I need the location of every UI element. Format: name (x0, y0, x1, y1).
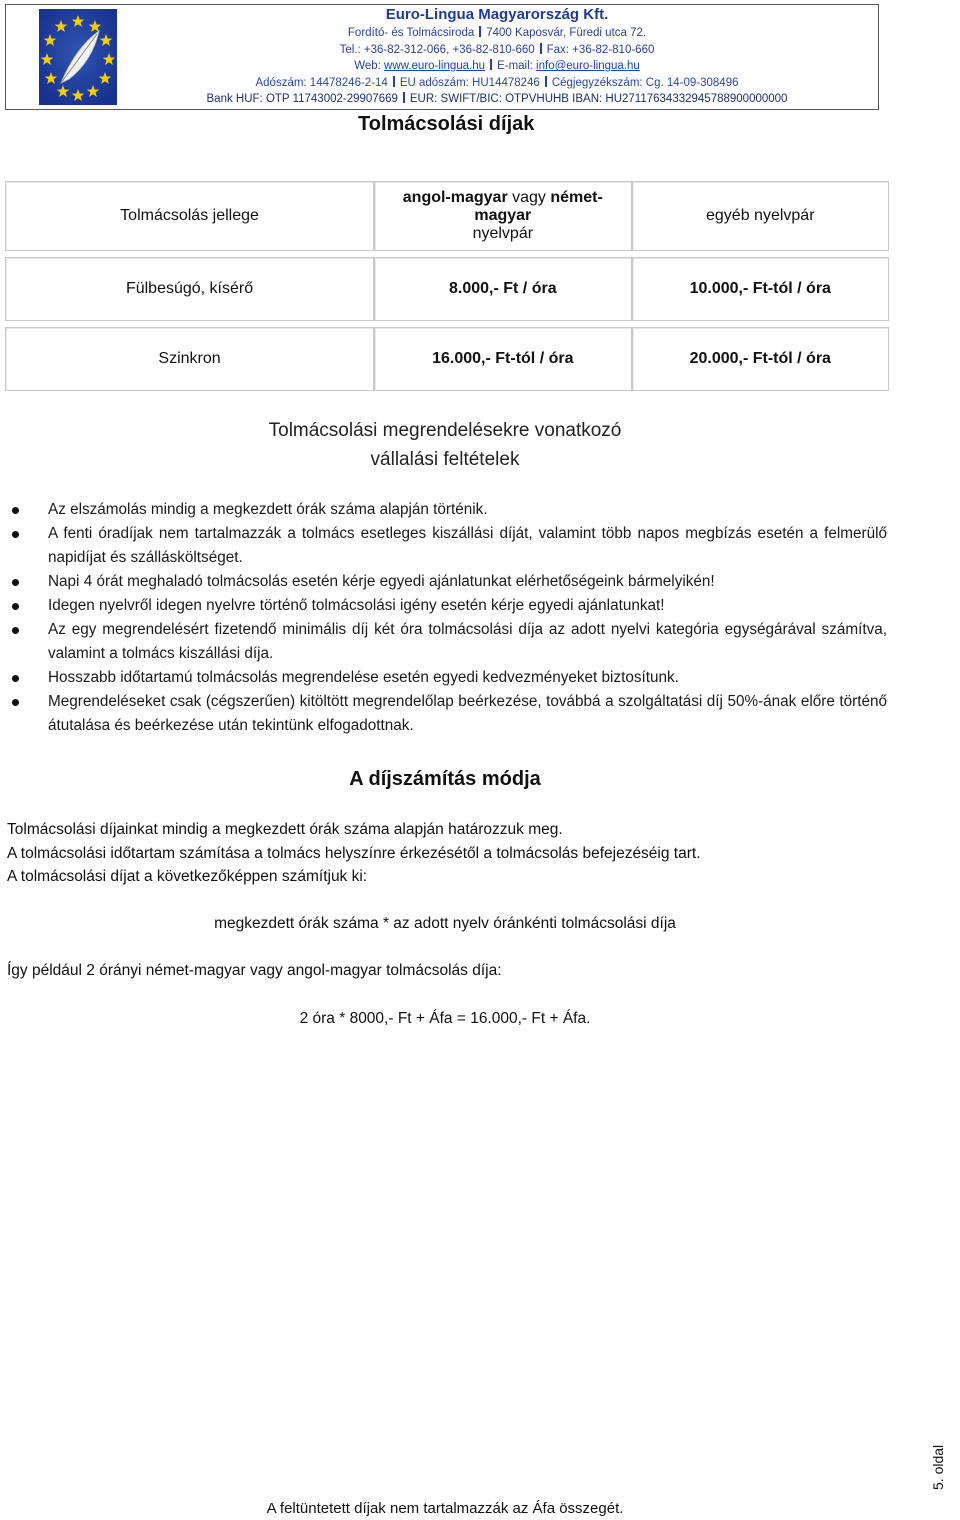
email-link[interactable]: info@euro-lingua.hu (536, 60, 640, 73)
lang-de-hu: német-magyar (474, 189, 603, 224)
website-link[interactable]: www.euro-lingua.hu (384, 60, 486, 73)
conditions-title-line1: Tolmácsolási megrendelésekre vonatkozó (268, 420, 622, 441)
bank-eur: EUR: SWIFT/BIC: OTPVHUHB IBAN: HU27117634332945788900000000 (409, 93, 788, 106)
cell-price-main: 16.000,- Ft-tól / óra (374, 327, 631, 391)
cell-price-main: 8.000,- Ft / óra (374, 257, 631, 321)
header-line-tax (118, 75, 876, 92)
company-register-number: Cégjegyzékszám: Cg. 14-09-308496 (551, 76, 739, 89)
bullet-icon (12, 531, 19, 538)
header-line-web (118, 58, 876, 75)
lang-pair-label: nyelvpár (472, 225, 534, 242)
table-row (5, 257, 889, 321)
cell-price-other: 10.000,- Ft-tól / óra (632, 257, 889, 321)
email-label: E-mail: (497, 60, 533, 73)
eu-flag-feather-icon (39, 9, 117, 105)
bullet-icon (12, 627, 19, 634)
table-header-row (5, 181, 889, 251)
address: 7400 Kaposvár, Füredi utca 72. (486, 27, 647, 39)
header-cell-main-languages (374, 181, 631, 251)
separator (545, 76, 547, 87)
company-name: Euro-Lingua Magyarország Kft. (385, 6, 609, 23)
calc-paragraph-2: A tolmácsolási időtartam számítása a tolmács helyszínre érkezésétől a tolmácsolás befejezéséig tart. (7, 845, 701, 862)
header-cell-other-languages: egyéb nyelvpár (632, 181, 889, 251)
list-item (7, 690, 887, 738)
list-item-text: Idegen nyelvről idegen nyelvre történő tolmácsolási igény esetén kérje egyedi ajánlatunkat! (48, 597, 665, 614)
cell-type: Fülbesúgó, kísérő (5, 257, 374, 321)
bank-huf: Bank HUF: OTP 11743002-29907669 (206, 93, 398, 106)
bullet-icon (12, 603, 19, 610)
table-row (5, 327, 889, 391)
price-table (5, 181, 889, 391)
list-item-text: Napi 4 órát meghaladó tolmácsolás esetén kérje egyedi ajánlatunkat elérhetőségeink bármelyikén! (48, 573, 715, 590)
tax-number: Adószám: 14478246-2-14 (255, 76, 388, 89)
header-line-bank (118, 91, 876, 108)
footer-note: A feltüntetett díjak nem tartalmazzák az Áfa összegét. (266, 1500, 624, 1517)
header-line-phone (118, 42, 876, 59)
letterhead-text (118, 5, 876, 108)
calc-paragraph-1: Tolmácsolási díjainkat mindig a megkezdett órák száma alapján határozzuk meg. (7, 821, 563, 838)
list-item (7, 570, 887, 594)
separator (403, 92, 405, 103)
bullet-icon (12, 579, 19, 586)
list-item-text: Hosszabb időtartamú tolmácsolás megrendelése esetén egyedi kedvezményeket biztosítunk. (48, 669, 679, 686)
bullet-icon (12, 675, 19, 682)
separator (393, 76, 395, 87)
bullet-icon (12, 507, 19, 514)
example-intro: Így például 2 órányi német-magyar vagy angol-magyar tolmácsolás díja: (7, 962, 502, 979)
cell-type: Szinkron (5, 327, 374, 391)
list-item (7, 618, 887, 666)
fax: Fax: +36-82-810-660 (546, 43, 655, 56)
cell-price-other: 20.000,- Ft-tól / óra (632, 327, 889, 391)
page-title: Tolmácsolási díjak (358, 113, 535, 135)
list-item-text: Az elszámolás mindig a megkezdett órák száma alapján történik. (48, 501, 488, 518)
web-label: Web: (354, 60, 381, 73)
page-number: 5. oldal (930, 1444, 946, 1490)
header-line-address (118, 25, 876, 42)
letterhead (5, 4, 879, 110)
separator (540, 43, 542, 54)
lang-or: vagy (507, 189, 551, 206)
list-item-text: A fenti óradíjak nem tartalmazzák a tolmács esetleges kiszállási díját, valamint több napos megbízás esetén a felmerülő napidíjat és szállásköltséget. (48, 525, 887, 566)
conditions-title (0, 416, 890, 474)
conditions-title-line2: vállalási feltételek (370, 449, 520, 470)
separator (479, 26, 481, 37)
list-item (7, 666, 887, 690)
list-item (7, 498, 887, 522)
lang-en-hu: angol-magyar (402, 189, 508, 206)
calc-section-title: A díjszámítás módja (349, 768, 541, 790)
eu-tax-number: EU adószám: HU14478246 (399, 76, 540, 89)
separator (490, 59, 492, 70)
list-item (7, 522, 887, 570)
phone: Tel.: +36-82-312-066, +36-82-810-660 (339, 43, 535, 56)
bullet-icon (12, 699, 19, 706)
office-type: Fordító- és Tolmácsiroda (347, 27, 475, 39)
calc-formula: megkezdett órák száma * az adott nyelv óránkénti tolmácsolási díja (214, 915, 676, 932)
company-logo (39, 9, 117, 105)
example-formula: 2 óra * 8000,- Ft + Áfa = 16.000,- Ft + Áfa. (299, 1010, 591, 1027)
conditions-list (7, 498, 887, 738)
calc-paragraph-3: A tolmácsolási díjat a következőképpen számítjuk ki: (7, 868, 368, 885)
header-cell-type: Tolmácsolás jellege (5, 181, 374, 251)
list-item-text: Az egy megrendelésért fizetendő minimális díj két óra tolmácsolási díja az adott nyelvi kategória egységárával számítva, valamint a tolmács kiszállási díja. (48, 621, 887, 662)
list-item (7, 594, 887, 618)
list-item-text: Megrendeléseket csak (cégszerűen) kitöltött megrendelőlap beérkezése, továbbá a szolgáltatási díj 50%-ának előre történő átutalása és beérkezése után tekintünk elfogadottnak. (48, 693, 887, 734)
